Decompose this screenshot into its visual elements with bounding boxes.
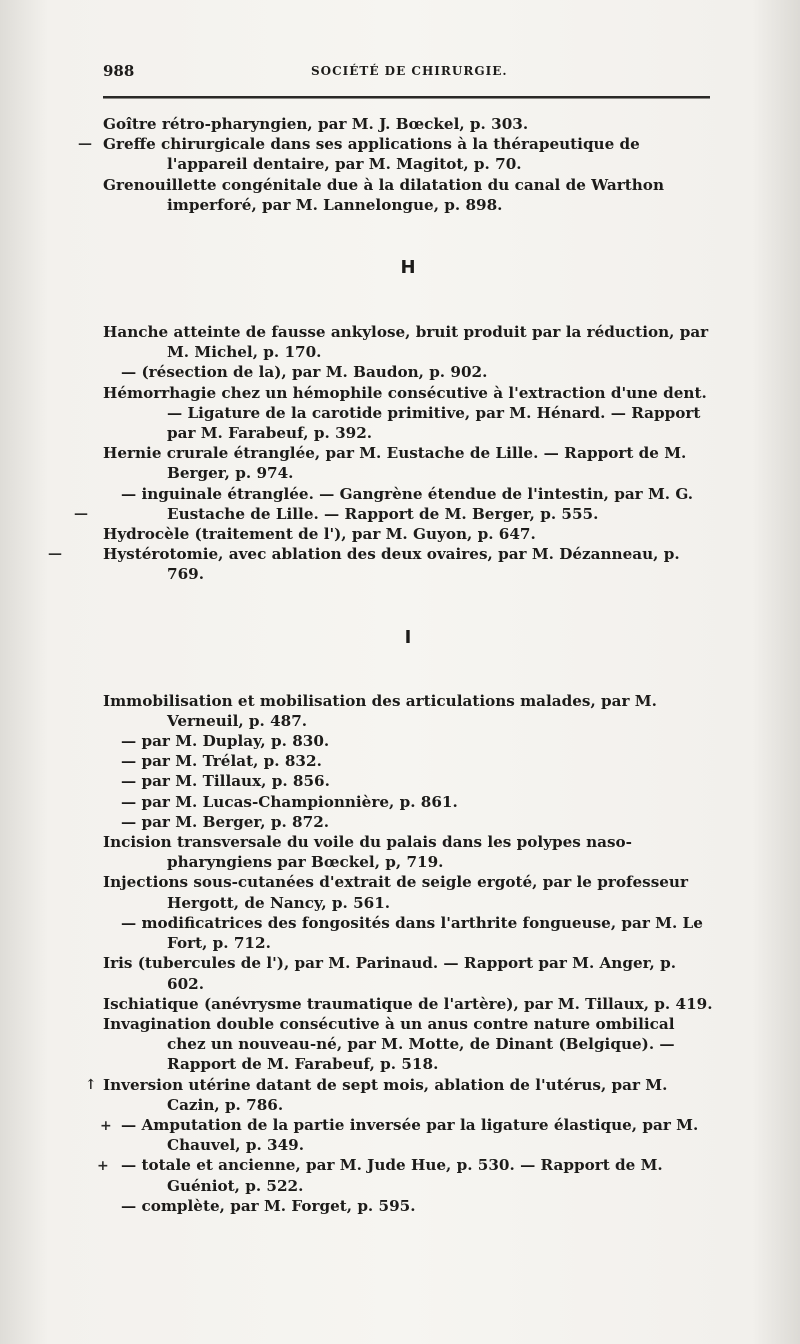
- index-subentry: — Amputation de la partie inversée par la ligature élastique, par M. Chauvel, p. 349.: [121, 1115, 699, 1155]
- index-entry: Goître rétro-pharyngien, par M. J. Bœckel, p. 303.: [103, 115, 529, 133]
- margin-mark: ↑: [85, 1077, 97, 1093]
- margin-mark: +: [100, 1118, 112, 1134]
- index-entry: Inversion utérine datant de sept mois, ablation de l'utérus, par M. Cazin, p. 786.: [103, 1075, 668, 1114]
- margin-mark: —: [74, 506, 88, 522]
- index-entry: Incision transversale du voile du palais dans les polypes naso-pharyngiens par Bœckel, p, 719.: [103, 833, 632, 872]
- page-number: 988: [103, 62, 135, 80]
- index-entry: Grenouillette congénitale due à la dilatation du canal de Warthon imperforé, par M. Lannelongue, p. 898.: [103, 175, 664, 214]
- index-subentry: — complète, par M. Forget, p. 595.: [121, 1196, 416, 1215]
- index-subentry: — (résection de la), par M. Baudon, p. 902.: [121, 363, 488, 382]
- page-header: [103, 62, 710, 86]
- index-entry: Hernie crurale étranglée, par M. Eustache de Lille. — Rapport de M. Berger, p. 974.: [103, 444, 687, 483]
- index-entry: Injections sous-cutanées d'extrait de seigle ergoté, par le professeur Hergott, de Nancy, p. 561.: [103, 873, 688, 912]
- index-entry: Immobilisation et mobilisation des articulations malades, par M. Verneuil, p. 487.: [103, 691, 657, 730]
- index-subentry: — par M. Berger, p. 872.: [121, 812, 330, 831]
- header-rule: [103, 96, 710, 99]
- index-subentry: — modificatrices des fongosités dans l'arthrite fongueuse, par M. Le Fort, p. 712.: [121, 913, 703, 953]
- index-body: [103, 114, 713, 1216]
- index-entry: Ischiatique (anévrysme traumatique de l'artère), par M. Tillaux, p. 419.: [103, 994, 713, 1013]
- index-subentry: — par M. Lucas-Championnière, p. 861.: [121, 792, 458, 811]
- margin-mark: —: [48, 546, 62, 562]
- index-entry: Iris (tubercules de l'), par M. Parinaud. — Rapport par M. Anger, p. 602.: [103, 954, 677, 993]
- index-entry: Invagination double consécutive à un anus contre nature ombilical chez un nouveau-né, par M. Motte, de Dinant (Belgique). — Rapport de M. Farabeuf, p. 518.: [103, 1014, 675, 1074]
- index-entry: Hanche atteinte de fausse ankylose, bruit produit par la réduction, par M. Michel, p. 170.: [103, 323, 709, 362]
- index-subentry: — inguinale étranglée. — Gangrène étendue de l'intestin, par M. G. Eustache de Lille. — Rapport de M. Berger, p. 555.: [121, 484, 694, 523]
- index-subentry: — par M. Trélat, p. 832.: [121, 752, 322, 771]
- index-entry: Hydrocèle (traitement de l'), par M. Guyon, p. 647.: [103, 525, 536, 544]
- index-entry: Greffe chirurgicale dans ses applications à la thérapeutique de l'appareil dentaire, par M. Magitot, p. 70.: [103, 135, 640, 174]
- margin-mark: —: [78, 136, 92, 152]
- index-entry: Hémorrhagie chez un hémophile consécutive à l'extraction d'une dent. — Ligature de la carotide primitive, par M. Hénard. — Rapport par M. Farabeuf, p. 392.: [103, 383, 707, 443]
- index-subentry: — par M. Duplay, p. 830.: [121, 732, 330, 751]
- margin-mark: +: [97, 1158, 109, 1174]
- section-letter-i: I: [404, 626, 412, 648]
- running-title: SOCIÉTÉ DE CHIRURGIE.: [311, 64, 508, 78]
- index-subentry: — par M. Tillaux, p. 856.: [121, 772, 330, 791]
- section-letter-h: H: [400, 257, 416, 279]
- index-subentry: — totale et ancienne, par M. Jude Hue, p. 530. — Rapport de M. Guéniot, p. 522.: [121, 1156, 663, 1195]
- index-entry: Hystérotomie, avec ablation des deux ovaires, par M. Dézanneau, p. 769.: [103, 545, 680, 584]
